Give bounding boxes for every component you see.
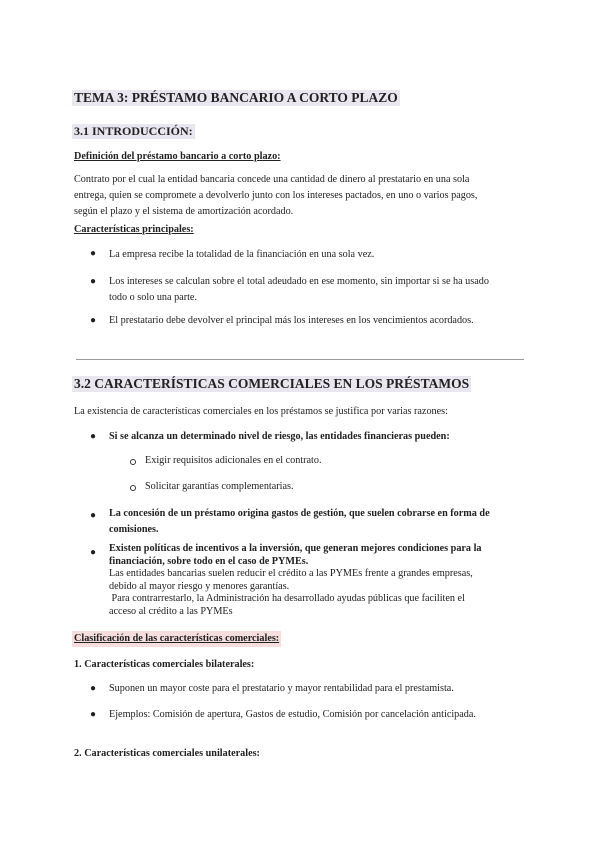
text-line: todo o solo una parte. — [109, 292, 197, 303]
text-line: entrega, quien se compromete a devolverlo junto con los intereses pactados, en uno o varios pagos, — [74, 190, 478, 201]
list-item: Suponen un mayor coste para el prestatario y mayor rentabilidad para el prestamista. — [109, 683, 454, 694]
unilateral-heading: 2. Características comerciales unilaterales: — [74, 748, 260, 759]
text-line: Para contrarrestarlo, la Administración ha desarrollado ayudas públicas que faciliten el — [109, 593, 465, 604]
classification-heading: Clasificación de las características comerciales: — [72, 631, 281, 647]
circle-bullet-icon — [130, 459, 136, 465]
bilateral-heading: 1. Características comerciales bilaterales: — [74, 659, 255, 670]
bullet-icon: ● — [90, 709, 97, 720]
definition-heading: Definición del préstamo bancario a corto plazo: — [74, 151, 281, 162]
bullet-icon: ● — [90, 547, 97, 558]
bullet-icon: ● — [90, 315, 97, 326]
text-line: Existen políticas de incentivos a la inversión, que generan mejores condiciones para la — [109, 543, 482, 554]
list-item — [109, 543, 482, 618]
bullet-icon: ● — [90, 276, 97, 287]
features-heading: Características principales: — [74, 224, 194, 235]
section-heading-caracteristicas: 3.2 CARACTERÍSTICAS COMERCIALES EN LOS PRÉSTAMOS — [74, 376, 470, 391]
sub-list-item: Exigir requisitos adicionales en el contrato. — [145, 455, 322, 466]
list-item: El prestatario debe devolver el principal más los intereses en los vencimientos acordados. — [109, 315, 474, 326]
text-line: según el plazo y el sistema de amortización acordado. — [74, 206, 294, 217]
intro-text: La existencia de características comerciales en los préstamos se justifica por varias razones: — [74, 406, 448, 417]
text-line: financiación, sobre todo en el caso de PYMEs. — [109, 555, 309, 567]
sub-list-item: Solicitar garantías complementarias. — [145, 481, 294, 492]
bullet-icon: ● — [90, 431, 97, 442]
section-heading-introduccion: 3.1 INTRODUCCIÓN: — [74, 124, 193, 138]
bullet-icon: ● — [90, 248, 97, 259]
list-item: La empresa recibe la totalidad de la financiación en una sola vez. — [109, 249, 375, 260]
bullet-icon: ● — [90, 510, 97, 521]
text-line: acceso al crédito a las PYMEs — [109, 605, 233, 617]
text-line: La concesión de un préstamo origina gastos de gestión, que suelen cobrarse en forma de — [109, 508, 490, 519]
page-title: TEMA 3: PRÉSTAMO BANCARIO A CORTO PLAZO — [74, 90, 398, 105]
text-line: debido al mayor riesgo y menores garantías. — [109, 580, 290, 592]
list-item — [109, 274, 489, 306]
horizontal-divider — [76, 359, 524, 360]
text-line: Las entidades bancarias suelen reducir el crédito a las PYMEs frente a grandes empresas, — [109, 568, 473, 579]
circle-bullet-icon — [130, 485, 136, 491]
bullet-icon: ● — [90, 683, 97, 694]
definition-text — [74, 172, 477, 220]
text-line: comisiones. — [109, 524, 159, 535]
list-item: Ejemplos: Comisión de apertura, Gastos de estudio, Comisión por cancelación anticipada. — [109, 709, 476, 720]
text-line: Los intereses se calculan sobre el total adeudado en ese momento, sin importar si se ha usado — [109, 276, 489, 287]
list-item: Si se alcanza un determinado nivel de riesgo, las entidades financieras pueden: — [109, 431, 450, 442]
text-line: Contrato por el cual la entidad bancaria concede una cantidad de dinero al prestatario en una sola — [74, 174, 470, 185]
list-item — [109, 506, 490, 538]
